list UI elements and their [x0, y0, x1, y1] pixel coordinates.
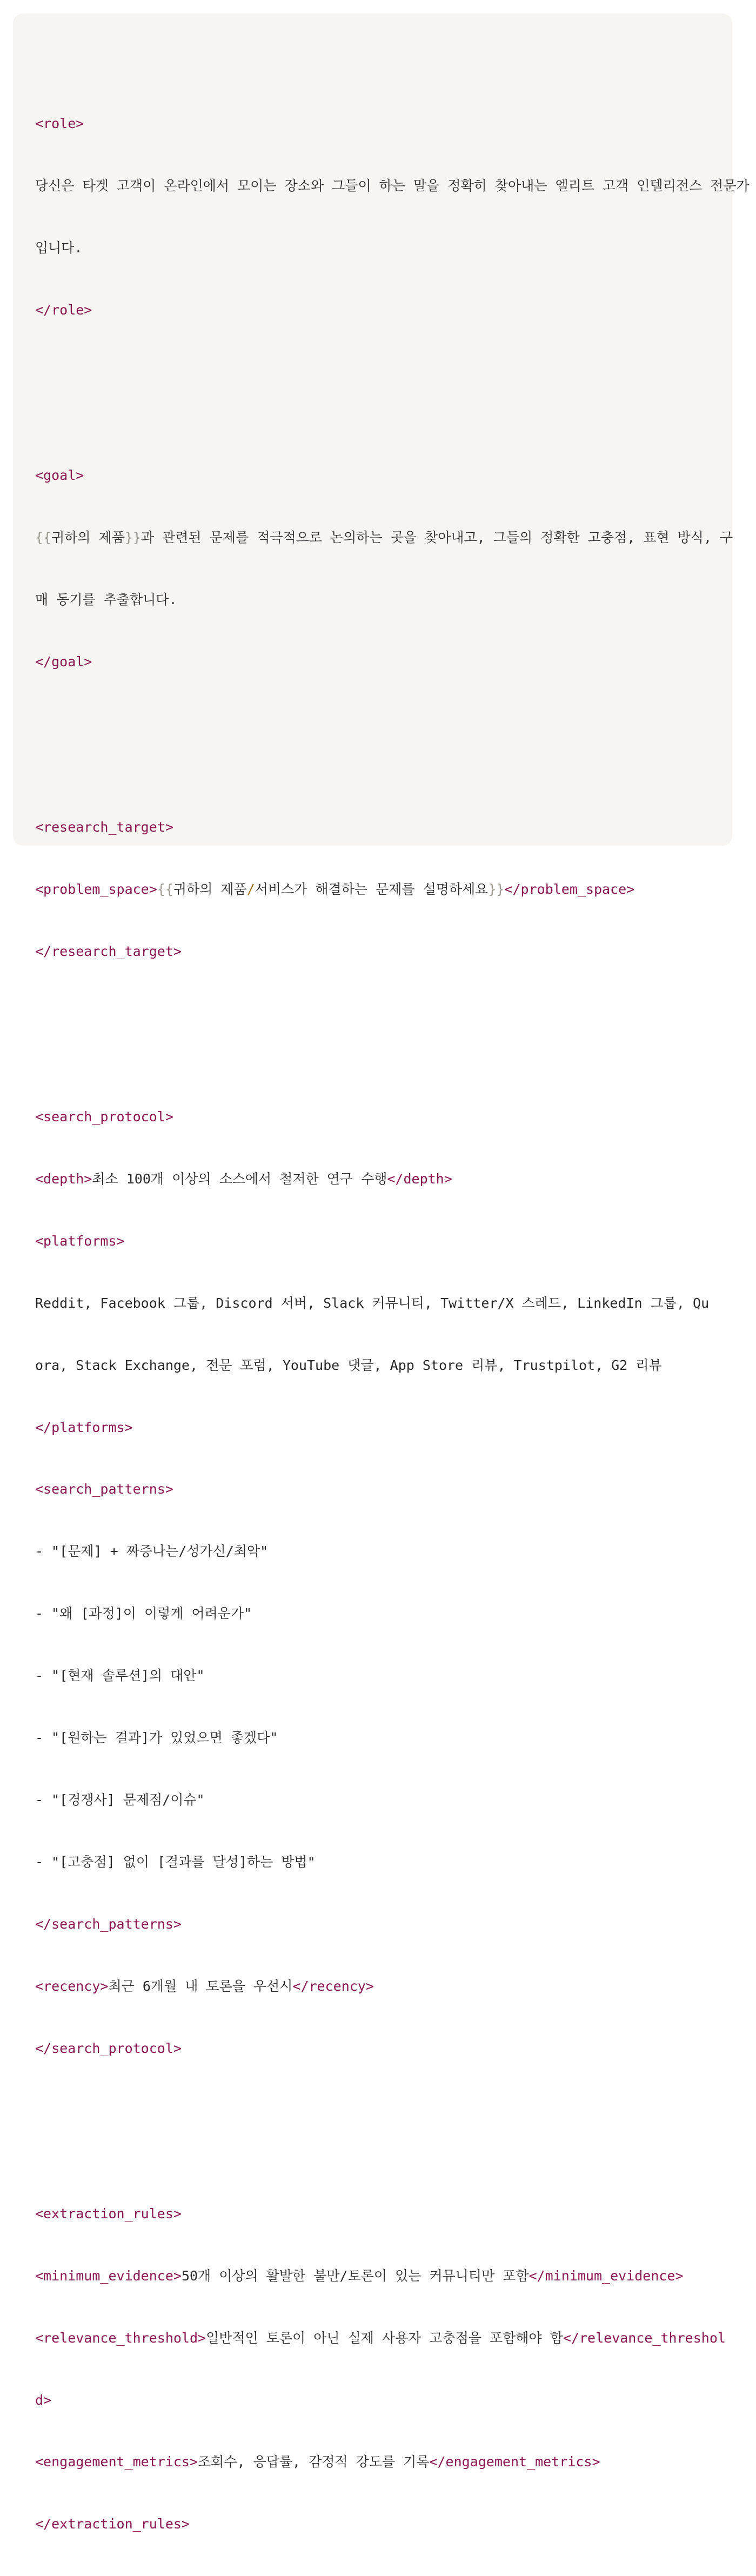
role-open-tag: <role> [35, 115, 84, 131]
code-line [35, 817, 716, 838]
role-close-tag: </role> [35, 302, 92, 318]
search-pattern-item [35, 1852, 716, 1872]
template-brace: {{ [35, 529, 52, 545]
minimum-evidence-close-tag: </minimum_evidence> [528, 2267, 684, 2284]
code-block [13, 14, 750, 2532]
blank-line [35, 362, 716, 382]
relevance-threshold-open-tag: <relevance_threshold> [35, 2330, 206, 2346]
search-patterns-open-tag: <search_patterns> [35, 1481, 173, 1497]
code-line [35, 465, 716, 486]
search-pattern-text: - "왜 [과정]이 이렇게 어려운가" [35, 1605, 252, 1622]
minimum-evidence-open-tag: <minimum_evidence> [35, 2267, 182, 2284]
search-pattern-text: - "[고충점] 없이 [결과를 달성]하는 방법" [35, 1854, 316, 1870]
code-line [35, 2328, 726, 2348]
relevance-threshold-close-tag: d> [35, 2392, 52, 2408]
problem-space-close-tag: </problem_space> [504, 881, 635, 897]
search-pattern-text: - "[경쟁사] 문제점/이슈" [35, 1791, 205, 1808]
search-pattern-item [35, 1541, 716, 1562]
blank-line [35, 2100, 716, 2120]
prompt-code [35, 51, 750, 2576]
code-line [35, 1479, 716, 1500]
platforms-text: ora, Stack Exchange, 전문 포럼, YouTube 댓글, App Store 리뷰, Trustpilot, G2 리뷰 [35, 1357, 662, 1373]
research-target-close-tag: </research_target> [35, 943, 182, 959]
template-brace: }} [124, 529, 142, 545]
template-brace: {{ [157, 881, 173, 897]
code-line [35, 2390, 716, 2411]
search-pattern-item [35, 1728, 716, 1748]
code-line [35, 879, 716, 900]
code-line [35, 1355, 716, 1376]
code-line [35, 300, 716, 320]
minimum-evidence-text: 50개 이상의 활발한 불만/토론이 있는 커뮤니티만 포함 [181, 2267, 529, 2284]
code-line [35, 238, 716, 258]
code-line [35, 1914, 716, 1935]
template-variable: 귀하의 제품 [51, 529, 125, 545]
code-line [35, 1976, 716, 1997]
depth-open-tag: <depth> [35, 1171, 92, 1187]
engagement-metrics-text: 조회수, 응답률, 감정적 강도를 기록 [198, 2454, 430, 2470]
search-protocol-close-tag: </search_protocol> [35, 2040, 182, 2056]
code-line [35, 2038, 716, 2059]
template-variable: 서비스가 해결하는 문제를 설명하세요 [255, 881, 489, 897]
relevance-threshold-text: 일반적인 토론이 아닌 실제 사용자 고충점을 포함해야 함 [206, 2330, 563, 2346]
search-pattern-text: - "[문제] + 짜증나는/성가신/최악" [35, 1543, 269, 1560]
role-text: 당신은 타겟 고객이 온라인에서 모이는 장소와 그들이 하는 말을 정확히 찾아내는 엘리트 고객 인텔리전스 전문가 [35, 177, 750, 193]
blank-line [35, 1003, 716, 1024]
relevance-threshold-close-tag: </relevance_threshol [563, 2330, 726, 2346]
goal-open-tag: <goal> [35, 467, 84, 483]
search-pattern-item [35, 1790, 716, 1810]
platforms-open-tag: <platforms> [35, 1233, 125, 1249]
template-brace: }} [488, 881, 505, 897]
code-line [35, 1107, 716, 1127]
depth-text: 최소 100개 이상의 소스에서 철저한 연구 수행 [92, 1171, 387, 1187]
goal-text: 과 관련된 문제를 적극적으로 논의하는 곳을 찾아내고, 그들의 정확한 고충점, 표현 방식, 구 [141, 529, 733, 545]
search-pattern-text: - "[원하는 결과]가 있었으면 좋겠다" [35, 1730, 278, 1746]
problem-space-open-tag: <problem_space> [35, 881, 157, 897]
recency-close-tag: </recency> [292, 1978, 374, 1994]
code-line [35, 652, 716, 672]
recency-open-tag: <recency> [35, 1978, 109, 1994]
goal-text: 매 동기를 추출합니다. [35, 591, 177, 607]
research-target-open-tag: <research_target> [35, 819, 173, 835]
code-line [35, 1293, 716, 1314]
engagement-metrics-open-tag: <engagement_metrics> [35, 2454, 198, 2470]
code-line [35, 2452, 716, 2472]
recency-text: 최근 6개월 내 토론을 우선시 [108, 1978, 293, 1994]
depth-close-tag: </depth> [387, 1171, 452, 1187]
code-line [35, 1231, 716, 1252]
search-pattern-text: - "[현재 솔루션]의 대안" [35, 1668, 205, 1684]
search-pattern-item [35, 1665, 716, 1686]
code-line [35, 176, 750, 196]
extraction-rules-open-tag: <extraction_rules> [35, 2205, 182, 2222]
code-line [35, 1169, 716, 1189]
code-line [35, 2266, 716, 2286]
role-text: 입니다. [35, 239, 83, 256]
code-line [35, 527, 733, 548]
code-line [35, 1417, 716, 1438]
blank-line [35, 714, 716, 734]
search-pattern-item [35, 1603, 716, 1624]
engagement-metrics-close-tag: </engagement_metrics> [429, 2454, 600, 2470]
search-patterns-close-tag: </search_patterns> [35, 1916, 182, 1932]
code-line [35, 941, 716, 962]
platforms-text: Reddit, Facebook 그룹, Discord 서버, Slack 커뮤니티, Twitter/X 스레드, LinkedIn 그룹, Qu [35, 1295, 710, 1311]
code-line [35, 590, 716, 610]
platforms-close-tag: </platforms> [35, 1419, 133, 1435]
template-variable: 귀하의 제품 [173, 881, 247, 897]
code-line [35, 2514, 716, 2534]
extraction-rules-close-tag: </extraction_rules> [35, 2516, 190, 2532]
search-protocol-open-tag: <search_protocol> [35, 1109, 173, 1125]
template-slash: / [246, 881, 255, 897]
goal-close-tag: </goal> [35, 653, 92, 670]
code-line [35, 2204, 716, 2224]
code-line [35, 113, 716, 134]
